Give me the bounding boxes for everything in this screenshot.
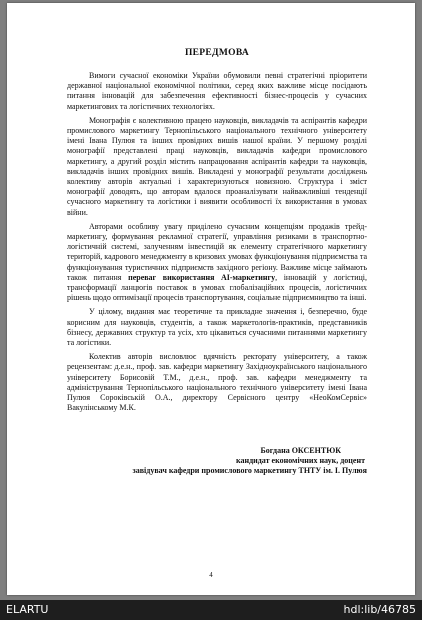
paragraph-2: Монографія є колективною працею науковців, викладачів та аспірантів кафедри промислового маркетингу Тернопільського національного технічного університету імені Івана Пулюя та інших провідних вишів нашої країни. У першому розділі монографії представлені праці науковців, викладачів кафедри промислового маркетингу, а другий розділ містить напрацювання аспірантів кафедри та науковців, викладачів інших провідних вишів. Викладені у монографії результати досліджень колективу авторів актуальні і характеризуються новизною. Структура і зміст монографії доводять, що авторам вдалося проаналізувати найважливіші тенденції сучасного маркетингу та логістики і виявити особливості їх використання в умовах війни. [67, 115, 367, 217]
signature-block [67, 446, 367, 476]
paragraph-1: Вимоги сучасної економіки України обумовили певні стратегічні пріоритети державної національної економічної політики, серед яких важливе місце посідають питання інновацій для забезпечення ефективності бізнес-процесів у сучасних маркетингових та логістичних технологіях. [67, 71, 367, 111]
page-number: 4 [209, 571, 213, 579]
signature-degree: кандидат економічних наук, доцент [236, 455, 365, 465]
document-page [7, 3, 415, 595]
paragraph-3-bold-text: переваг використання АІ-маркетингу [128, 272, 276, 282]
paragraph-3-text-before: Авторами особливу увагу приділено сучасним концепціям продажів трейд-маркетингу, формування рекламної стратегії, управління ризиками в транспортно-логістичній системі, залученням інвестицій як елементу стратегічного маркетингу територій, кадрового менеджменту в кризових умовах функціонування підприємства та функціонування туристичних підприємств західного регіону. Важливе місце займають також питання [67, 221, 367, 282]
signature-position: завідувач кафедри промислового маркетингу ТНТУ ім. І. Пулюя [132, 465, 367, 475]
paragraph-3-text-after: , інновацій у логістиці, трансформації ланцюгів поставок в умовах глобалізаційних процесів, логістичних рішень щодо оптимізації процесів транспортування, соціальне підприємництво та інші. [67, 272, 368, 303]
paragraph-5: Колектив авторів висловлює вдячність ректорату університету, а також рецензентам: д.е.н., проф. зав. кафедри маркетингу Західноукраїнського національного університету Борисовій Т.М., д.е.н., проф. зав. кафедри менеджменту та адміністрування Тернопільського національного технічного університету імені Івана Пулюя Сороківській О.А., директору Сервісного центру «НеоКомСервіс» Вакулінському М.К. [67, 352, 367, 413]
footer-right-label: hdl:lib/46785 [343, 603, 416, 616]
paragraph-3 [67, 222, 367, 304]
footer-bar [0, 600, 422, 620]
page-title: ПЕРЕДМОВА [184, 48, 250, 58]
paragraph-4: У цілому, видання має теоретичне та прикладне значення і, безперечно, буде корисним для науковців, студентів, а також маркетологів-практиків, представників бізнесу, державних структур та усіх, хто цікавиться сучасними питаннями маркетингу та логістики. [67, 307, 367, 348]
signature-name: Богдана ОКСЕНТЮК [260, 445, 341, 455]
footer-left-label: ELARTU [6, 603, 49, 616]
